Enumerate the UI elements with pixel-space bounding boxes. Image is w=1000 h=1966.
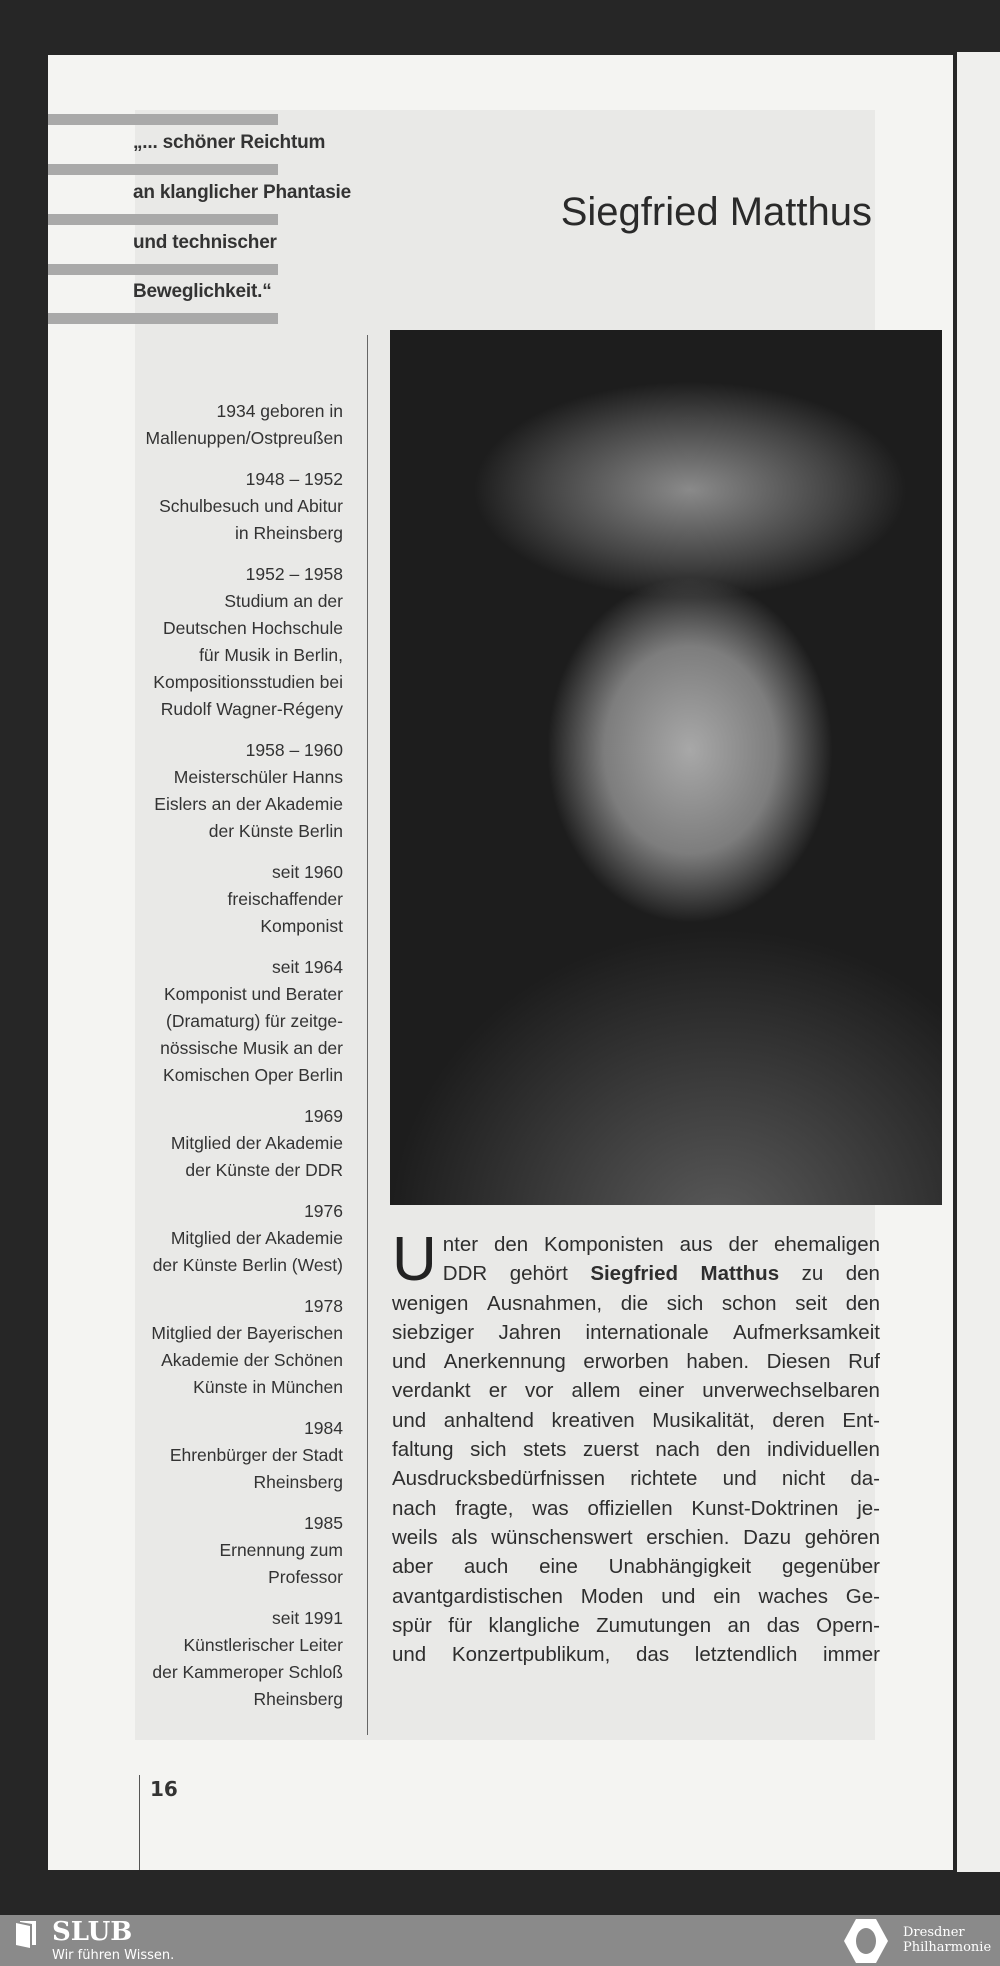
body-line: und Konzertpublikum, das letztendlich immer	[392, 1643, 880, 1667]
book-icon	[14, 1921, 40, 1949]
bio-text: Eislers an der Akademie	[154, 794, 343, 814]
bio-text: Ernennung zum	[219, 1540, 343, 1560]
philharmonie-logo-icon	[842, 1917, 890, 1965]
bio-entry	[120, 466, 343, 547]
partner-logo-text[interactable]	[903, 1925, 991, 1955]
quote-line: Beweglichkeit.“	[133, 281, 272, 302]
body-line: und Anerkennung erworben haben. Diesen Ruf	[392, 1350, 880, 1374]
bio-entry	[120, 1605, 343, 1713]
bio-year: 1952 – 1958	[245, 564, 343, 584]
bio-text: der Kammeroper Schloß	[152, 1662, 343, 1682]
body-line: nach fragte, was offiziellen Kunst-Doktrinen je-	[392, 1496, 880, 1520]
partner-line: Philharmonie	[903, 1940, 992, 1955]
bio-entry	[120, 1293, 343, 1401]
bio-text: freischaffender	[227, 889, 343, 909]
bio-text: Kompositionsstudien bei	[153, 672, 343, 692]
bio-text: Studium an der	[224, 591, 343, 611]
quote-bar	[48, 164, 278, 175]
bio-text: Künste in München	[193, 1377, 343, 1397]
bio-text: Professor	[268, 1567, 343, 1587]
slub-logo-text[interactable]: SLUB	[52, 1917, 133, 1947]
bio-entry	[120, 561, 343, 723]
body-line: avantgardistischen Moden und ein waches Ge-	[392, 1584, 880, 1608]
quote-line: an klanglicher Phantasie	[133, 182, 352, 203]
bio-text: Künstlerischer Leiter	[183, 1635, 343, 1655]
page-number: 16	[150, 1777, 178, 1801]
bio-year: 1958 – 1960	[245, 740, 343, 760]
bio-text: Mitglied der Akademie	[170, 1133, 343, 1153]
bio-year: seit 1991	[271, 1608, 343, 1628]
bio-year: 1985	[304, 1513, 343, 1533]
bio-entry	[120, 859, 343, 940]
body-line: spür für klangliche Zumutungen an das Opern-	[392, 1613, 880, 1637]
bio-text: nössische Musik an der	[160, 1038, 343, 1058]
quote-line: „... schöner Reichtum	[133, 132, 326, 153]
bio-year: 1978	[304, 1296, 343, 1316]
bio-text: der Künste Berlin	[208, 821, 343, 841]
bio-entry	[120, 954, 343, 1089]
slub-tagline: Wir führen Wissen.	[52, 1948, 175, 1963]
body-line: wenigen Ausnahmen, die sich schon seit den	[392, 1291, 880, 1315]
drop-cap: U	[392, 1225, 437, 1294]
bio-text: (Dramaturg) für zeitge-	[166, 1011, 343, 1031]
quote-line: und technischer	[133, 232, 277, 253]
bio-text: Schulbesuch und Abitur	[159, 496, 343, 516]
bio-entry	[120, 1198, 343, 1279]
bio-text: der Künste Berlin (West)	[152, 1255, 343, 1275]
bio-text: Mitglied der Bayerischen	[151, 1323, 343, 1343]
bio-text: Komponist	[260, 916, 343, 936]
quote-bar	[48, 114, 278, 125]
body-line: und anhaltend kreativen Musikalität, deren Ent-	[392, 1408, 880, 1432]
bio-entry	[120, 1415, 343, 1496]
body-line: DDR gehört Siegfried Matthus zu den	[442, 1262, 880, 1286]
portrait-photo	[390, 330, 942, 1205]
body-line: siebziger Jahren internationale Aufmerksamkeit	[392, 1320, 880, 1344]
body-line: aber auch eine Unabhängigkeit gegenüber	[392, 1555, 880, 1579]
bio-text: Meisterschüler Hanns	[173, 767, 343, 787]
bio-text: Deutschen Hochschule	[163, 618, 343, 638]
bio-year: seit 1964	[271, 957, 343, 977]
bio-text: Ehrenbürger der Stadt	[169, 1445, 343, 1465]
column-divider	[367, 335, 368, 1735]
body-line: weils als wünschenswert erschien. Dazu gehören	[392, 1525, 880, 1549]
quote-bar	[48, 313, 278, 324]
bio-text: in Rheinsberg	[235, 523, 343, 543]
bio-text: Rheinsberg	[253, 1472, 343, 1492]
body-line: verdankt er vor allem einer unverwechselbaren	[392, 1379, 880, 1403]
bio-year: seit 1960	[271, 862, 343, 882]
bio-year: 1984	[304, 1418, 343, 1438]
bio-text: Komischen Oper Berlin	[163, 1065, 343, 1085]
body-text	[392, 1225, 880, 1669]
bio-text: Mitglied der Akademie	[170, 1228, 343, 1248]
bio-year: 1948 – 1952	[245, 469, 343, 489]
body-line: Ausdrucksbedürfnissen richtete und nicht da-	[392, 1467, 880, 1491]
bio-text: Rheinsberg	[253, 1689, 343, 1709]
bio-year: 1976	[304, 1201, 343, 1221]
next-page-edge	[957, 52, 1000, 1872]
bio-entry	[120, 737, 343, 845]
bio-year: 1969	[304, 1106, 343, 1126]
bio-text: Rudolf Wagner-Régeny	[160, 699, 343, 719]
bio-text: für Musik in Berlin,	[199, 645, 343, 665]
quote-bar	[48, 264, 278, 275]
body-line: faltung sich stets zuerst nach den individuellen	[392, 1438, 880, 1462]
bio-entry	[120, 398, 343, 452]
biography-timeline	[120, 398, 343, 1727]
partner-line: Dresdner	[903, 1925, 965, 1940]
bio-text: Mallenuppen/Ostpreußen	[145, 428, 343, 448]
footer-bar	[0, 1915, 1000, 1966]
bio-text: der Künste der DDR	[185, 1160, 343, 1180]
bio-text: Komponist und Berater	[164, 984, 343, 1004]
bio-year: 1934 geboren in	[216, 401, 343, 421]
bio-entry	[120, 1510, 343, 1591]
body-line: nter den Komponisten aus der ehemaligen	[442, 1233, 880, 1256]
quote-bar	[48, 214, 278, 225]
page-title: Siegfried Matthus	[560, 190, 872, 234]
bio-entry	[120, 1103, 343, 1184]
page-number-rule	[139, 1775, 140, 1870]
bio-text: Akademie der Schönen	[161, 1350, 343, 1370]
